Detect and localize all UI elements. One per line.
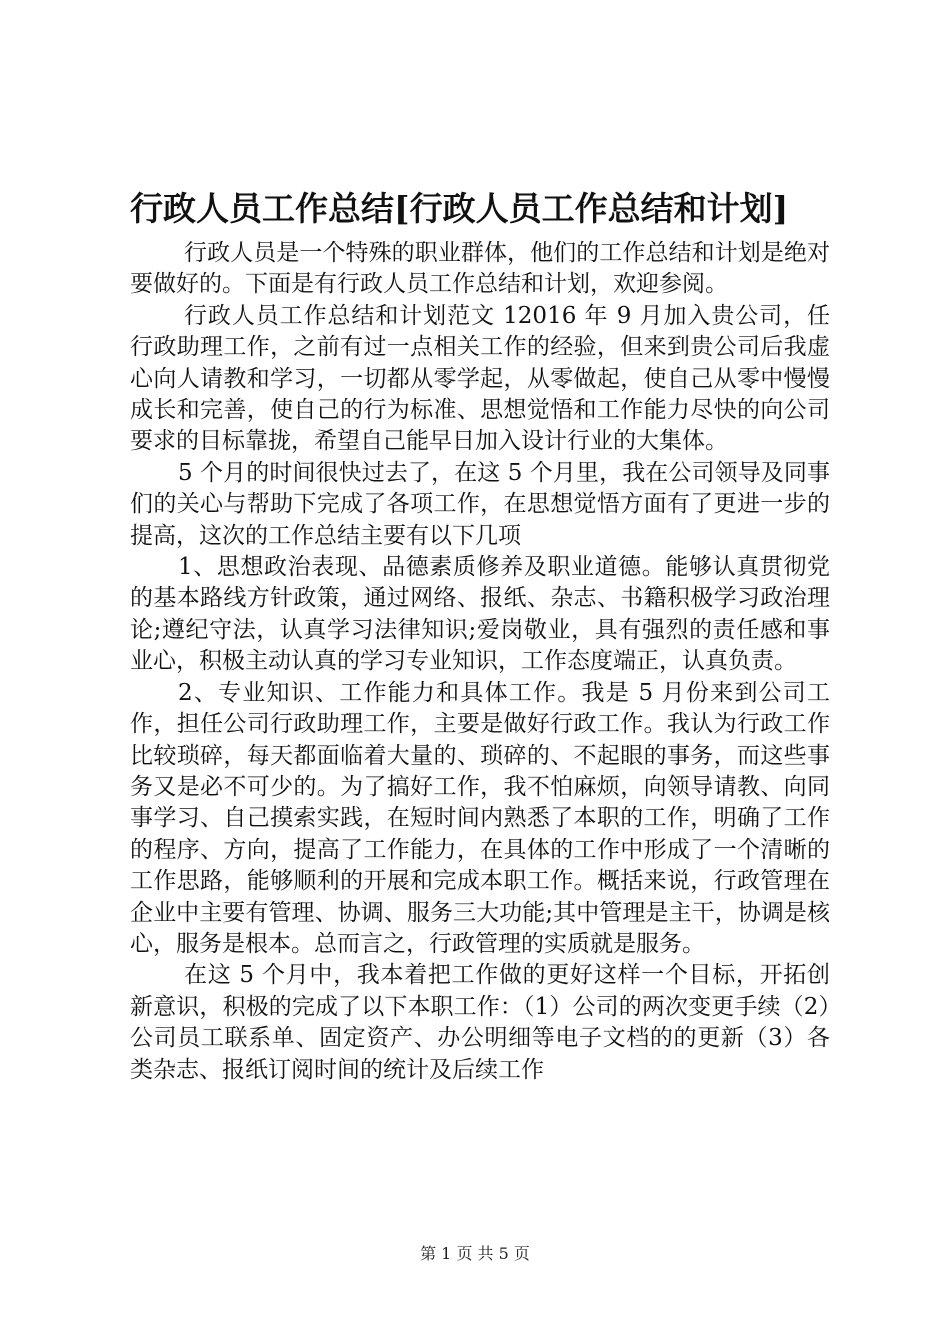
paragraph-intro: 行政人员是一个特殊的职业群体，他们的工作总结和计划是绝对要做好的。下面是有行政人员工作总结和计划，欢迎参阅。	[130, 240, 830, 298]
document-title: 行政人员工作总结[行政人员工作总结和计划]	[130, 189, 789, 228]
paragraph-sample-intro: 行政人员工作总结和计划范文 12016 年 9 月加入贵公司，任行政助理工作，之前有过一点相关工作的经验，但来到贵公司后我虚心向人请教和学习，一切都从零学起，从零做起，使自己从零中慢慢成长和完善，使自己的行为标准、思想觉悟和工作能力尽快的向公司要求的目标靠拢，希望自己能早日加入设计行业的大集体。	[130, 302, 830, 455]
paragraph-item-1: 1、思想政治表现、品德素质修养及职业道德。能够认真贯彻党的基本路线方针政策，通过网络、报纸、杂志、书籍积极学习政治理论;遵纪守法，认真学习法律知识;爱岗敬业，具有强烈的责任感和事业心，积极主动认真的学习专业知识，工作态度端正，认真负责。	[130, 554, 830, 675]
paragraph-five-months: 5 个月的时间很快过去了，在这 5 个月里，我在公司领导及同事们的关心与帮助下完成了各项工作，在思想觉悟方面有了更进一步的提高，这次的工作总结主要有以下几项	[130, 459, 830, 549]
paragraph-duties: 在这 5 个月中，我本着把工作做的更好这样一个目标，开拓创新意识，积极的完成了以下本职工作：（1）公司的两次变更手续（2）公司员工联系单、固定资产、办公明细等电子文档的的更新（3）各类杂志、报纸订阅时间的统计及后续工作	[130, 962, 830, 1083]
page-footer	[0, 1244, 950, 1264]
document-body	[130, 238, 830, 1086]
page-indicator: 第 1 页 共 5 页	[420, 1244, 530, 1263]
paragraph-item-2: 2、专业知识、工作能力和具体工作。我是 5 月份来到公司工作，担任公司行政助理工作，主要是做好行政工作。我认为行政工作比较琐碎，每天都面临着大量的、琐碎的、不起眼的事务，而这些事务又是必不可少的。为了搞好工作，我不怕麻烦，向领导请教、向同事学习、自己摸索实践，在短时间内熟悉了本职的工作，明确了工作的程序、方向，提高了工作能力，在具体的工作中形成了一个清晰的工作思路，能够顺利的开展和完成本职工作。概括来说，行政管理在企业中主要有管理、协调、服务三大功能;其中管理是主干，协调是核心，服务是根本。总而言之，行政管理的实质就是服务。	[130, 679, 830, 957]
